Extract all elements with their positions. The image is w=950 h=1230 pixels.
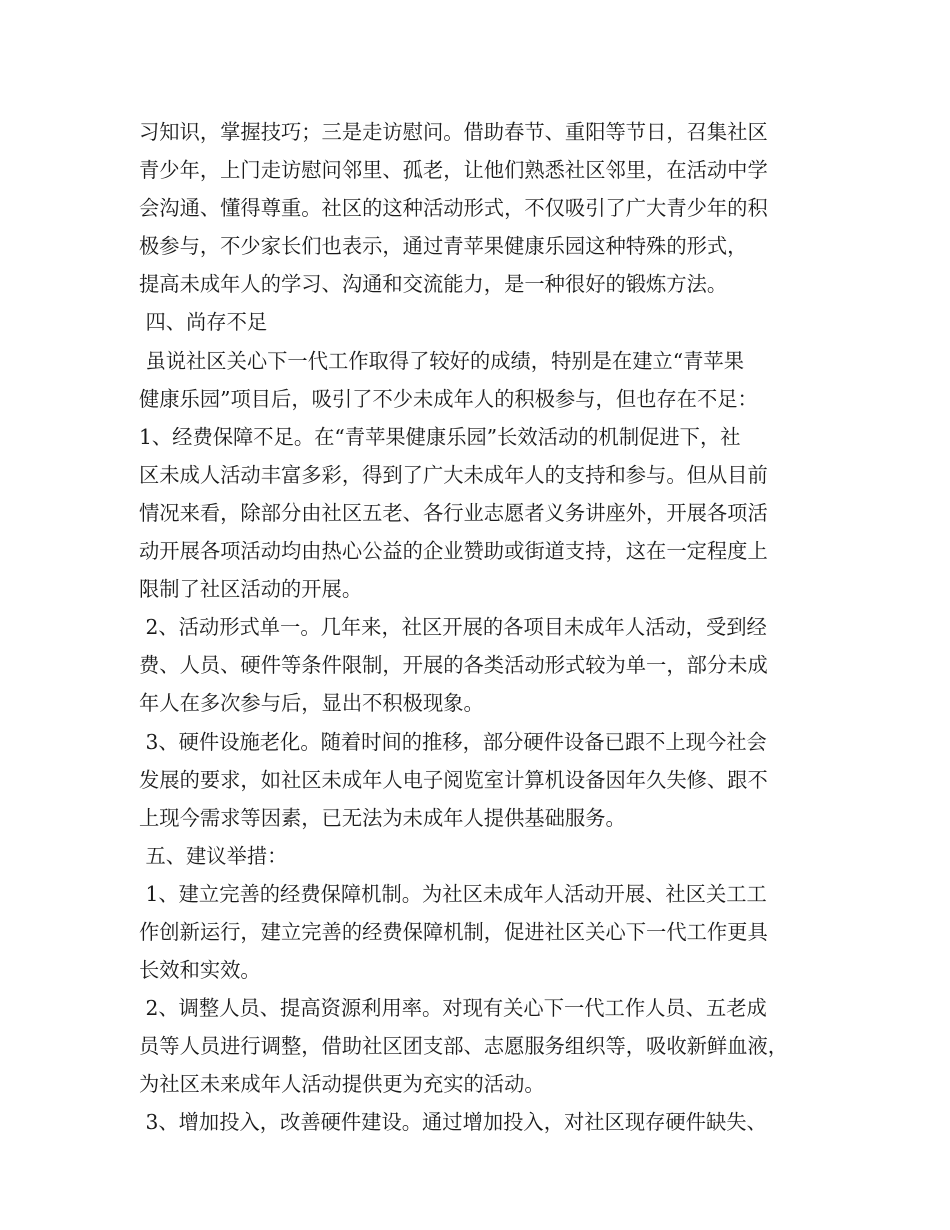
text-line: 区未成人活动丰富多彩，得到了广大未成年人的支持和参与。但从目前 [139,462,768,487]
text-line: 上现今需求等因素，已无法为未成年人提供基础服务。 [139,805,626,830]
text-line: 青少年，上门走访慰问邻里、孤老，让他们熟悉社区邻里，在活动中学 [139,158,768,183]
text-line: 3、增加投入，改善硬件建设。通过增加投入，对社区现存硬件缺失、 [139,1110,767,1135]
text-line: 2、调整人员、提高资源利用率。对现有关心下一代工作人员、五老成 [139,996,767,1021]
section-heading: 五、建议举措： [139,843,288,868]
text-line: 1、建立完善的经费保障机制。为社区未成年人活动开展、社区关工工 [139,881,767,906]
text-line: 长效和实效。 [139,958,261,983]
text-line: 员等人员进行调整，借助社区团支部、志愿服务组织等，吸收新鲜血液， [139,1034,789,1059]
text-line: 作创新运行，建立完善的经费保障机制，促进社区关心下一代工作更具 [139,919,768,944]
text-line: 3、硬件设施老化。随着时间的推移，部分硬件设备已跟不上现今社会 [139,729,767,754]
text-line: 虽说社区关心下一代工作取得了较好的成绩，特别是在建立“青苹果 [139,348,744,373]
text-line: 1、经费保障不足。在“青苹果健康乐园”长效活动的机制促进下，社 [139,424,741,449]
text-line: 动开展各项活动均由热心公益的企业赞助或街道支持，这在一定程度上 [139,539,768,564]
text-line: 习知识，掌握技巧；三是走访慰问。借助春节、重阳等节日，召集社区 [139,120,768,144]
text-line: 极参与，不少家长们也表示，通过青苹果健康乐园这种特殊的形式， [139,234,748,259]
section-heading: 四、尚存不足 [139,310,268,335]
text-line: 限制了社区活动的开展。 [139,577,363,602]
text-line: 提高未成年人的学习、沟通和交流能力，是一种很好的锻炼方法。 [139,272,728,297]
document-body [139,113,819,1142]
text-line: 2、活动形式单一。几年来，社区开展的各项目未成年人活动，受到经 [139,615,767,640]
text-line: 会沟通、懂得尊重。社区的这种活动形式，不仅吸引了广大青少年的积 [139,196,768,221]
text-line: 费、人员、硬件等条件限制，开展的各类活动形式较为单一，部分未成 [139,653,768,678]
text-line: 发展的要求，如社区未成年人电子阅览室计算机设备因年久失修、跟不 [139,767,768,792]
text-line: 为社区未来成年人活动提供更为充实的活动。 [139,1072,545,1097]
text-line: 情况来看，除部分由社区五老、各行业志愿者义务讲座外，开展各项活 [139,500,768,525]
text-line: 年人在多次参与后，显出不积极现象。 [139,691,484,716]
text-line: 健康乐园”项目后，吸引了不少未成年人的积极参与，但也存在不足： [139,386,758,411]
